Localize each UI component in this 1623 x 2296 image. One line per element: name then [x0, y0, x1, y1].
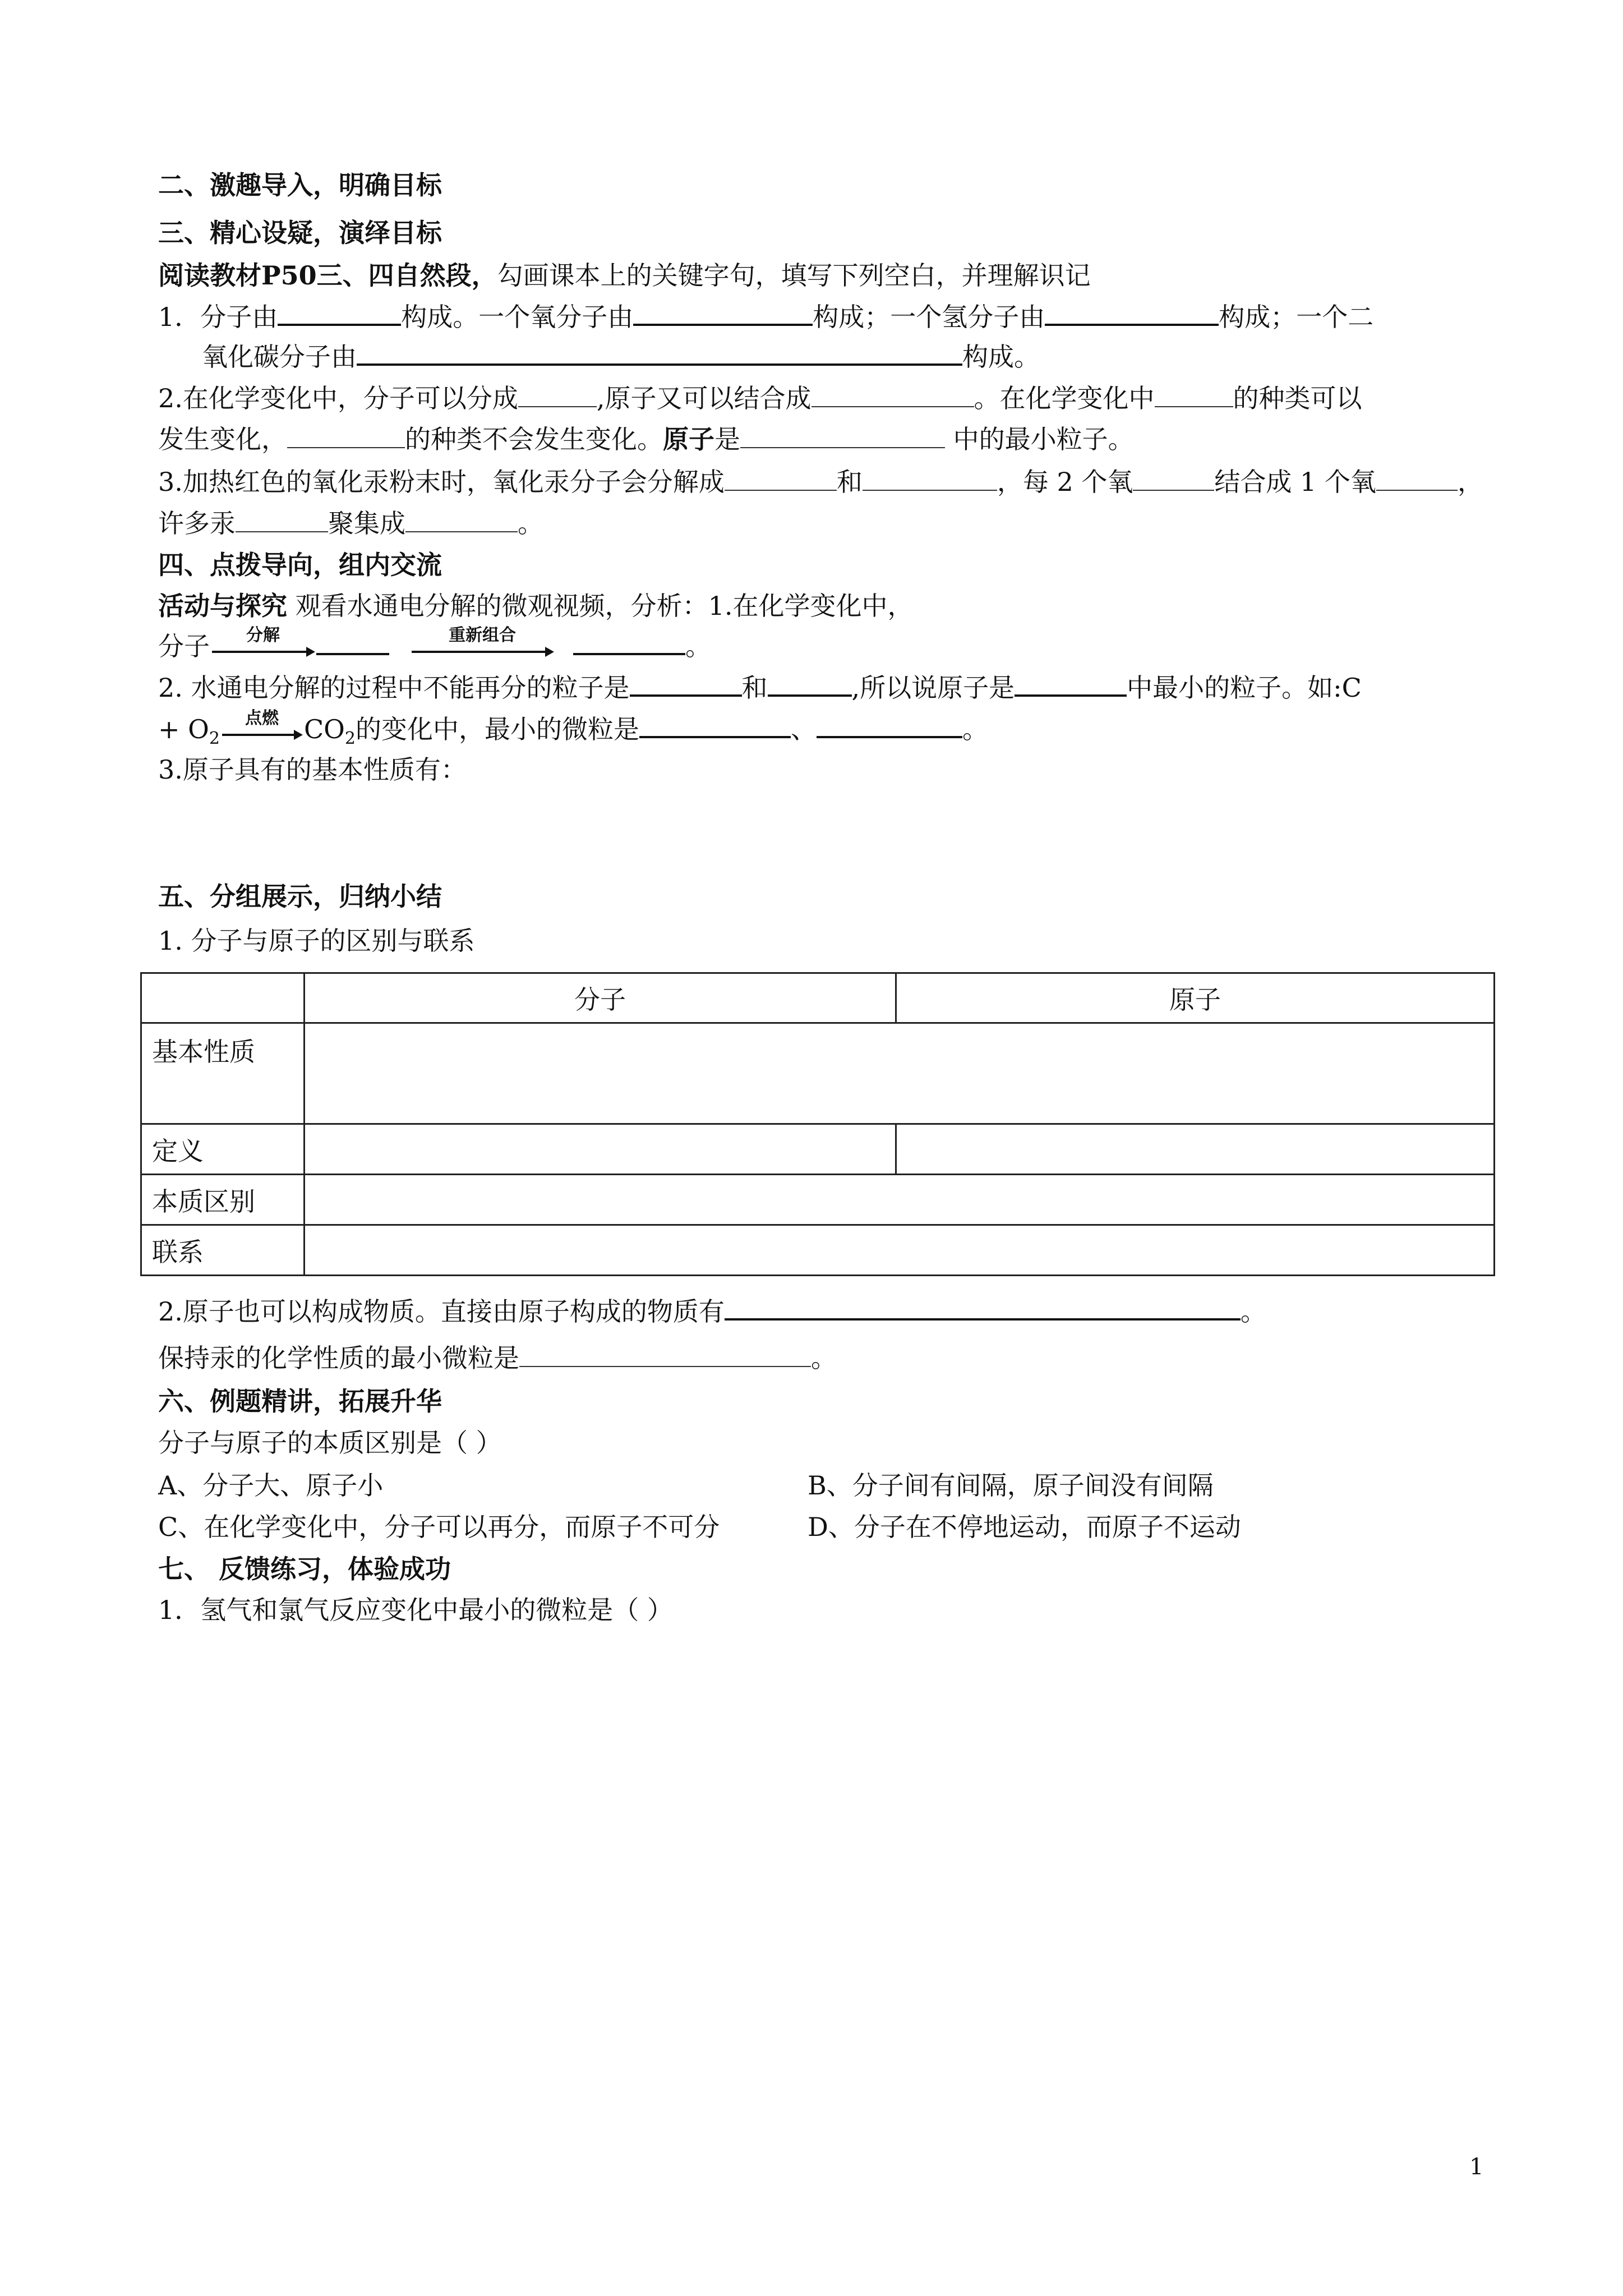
- row-label-relation: 联系: [141, 1225, 305, 1276]
- blank[interactable]: [1376, 485, 1458, 491]
- blank[interactable]: [573, 648, 685, 655]
- reading-instruction: [158, 259, 1091, 292]
- point-2-line-1: 2. 水通电分解的过程中不能再分的粒子是 和 ,所以说原子是 中最小的粒子。如:C: [158, 673, 1362, 703]
- option-a[interactable]: A、分子大、原子小: [158, 1470, 384, 1501]
- arrow-decompose: 分解: [210, 629, 316, 663]
- page-number: 1: [1469, 2154, 1484, 2180]
- section-5-item-1: 1. 分子与原子的区别与联系: [158, 926, 475, 956]
- section-6-heading: 六、例题精讲，拓展升华: [158, 1386, 442, 1416]
- blank[interactable]: [1155, 402, 1233, 407]
- section-5-item-2: 2.原子也可以构成物质。直接由原子构成的物质有 。: [158, 1296, 1266, 1327]
- table-row-essential: [141, 1175, 1495, 1225]
- arrow-ignite: 点燃: [220, 712, 304, 746]
- blank[interactable]: [1015, 690, 1127, 697]
- question-3-line-1: 3.加热红色的氧化汞粉末时，氧化汞分子会分解成 和 ，每 2 个氧 结合成 1 个氧 ，: [158, 467, 1483, 497]
- comparison-table: [140, 972, 1495, 1276]
- table-row-relation: [141, 1225, 1495, 1276]
- reading-instruction-bold: 阅读教材P50三、四自然段，: [158, 260, 497, 291]
- activity-line: 活动与探究 观看水通电分解的微观视频，分析：1.在化学变化中，: [158, 591, 914, 621]
- option-b[interactable]: B、分子间有间隔，原子间没有间隔: [808, 1470, 1214, 1501]
- section-3-heading: 三、精心设疑，演绎目标: [158, 218, 442, 248]
- question-1-line-1: 1．分子由 构成。一个氧分子由 构成；一个氢分子由 构成；一个二: [158, 302, 1374, 332]
- question-2-line-1: 2.在化学变化中，分子可以分成 ,原子又可以结合成 。在化学变化中 的种类可以: [158, 383, 1362, 413]
- table-header-row: [141, 973, 1495, 1023]
- blank[interactable]: [518, 402, 597, 407]
- option-c[interactable]: C、在化学变化中，分子可以再分，而原子不可分: [158, 1512, 720, 1542]
- blank[interactable]: [236, 527, 328, 532]
- section-4-heading: 四、点拨导向，组内交流: [158, 550, 442, 580]
- blank[interactable]: [768, 690, 852, 697]
- blank[interactable]: [633, 319, 813, 326]
- arrow-recombine: 重新组合: [409, 629, 555, 663]
- blank[interactable]: [725, 485, 837, 491]
- blank[interactable]: [316, 648, 389, 655]
- blank[interactable]: [811, 402, 974, 407]
- blank[interactable]: [725, 1314, 1241, 1320]
- table-row-properties: [141, 1023, 1495, 1124]
- answer-cell[interactable]: [305, 1175, 1495, 1225]
- blank[interactable]: [278, 319, 401, 326]
- point-3: 3.原子具有的基本性质有：: [158, 754, 467, 785]
- blank[interactable]: [630, 690, 742, 697]
- blank[interactable]: [740, 443, 945, 448]
- activity-label: 活动与探究: [158, 591, 287, 621]
- question-2-line-2: 发生变化， 的种类不会发生变化。原子是 中的最小粒子。: [158, 424, 1134, 454]
- answer-cell[interactable]: [305, 1225, 1495, 1276]
- question-1-line-2: 氧化碳分子由 构成。: [202, 342, 1040, 372]
- example-question: 分子与原子的本质区别是（ ）: [158, 1428, 502, 1458]
- blank[interactable]: [817, 731, 962, 738]
- answer-cell[interactable]: [305, 1124, 896, 1175]
- blank[interactable]: [405, 527, 518, 532]
- section-5-heading: 五、分组展示，归纳小结: [158, 881, 442, 912]
- table-header-molecule: 分子: [305, 973, 896, 1023]
- point-2-line-2: + $O_2$ 点燃 $CO_2$的变化中，最小的微粒是 、 。: [158, 708, 988, 749]
- blank[interactable]: [639, 731, 791, 738]
- blank[interactable]: [863, 485, 997, 491]
- section-2-heading: 二、激趣导入，明确目标: [158, 170, 442, 200]
- blank[interactable]: [519, 1361, 811, 1367]
- row-label-definition: 定义: [141, 1124, 305, 1175]
- table-row-definition: [141, 1124, 1495, 1175]
- blank[interactable]: [357, 359, 962, 366]
- row-label-properties: 基本性质: [141, 1023, 305, 1124]
- reading-instruction-text: 勾画课本上的关键字句，填写下列空白，并理解识记: [497, 260, 1091, 291]
- blank[interactable]: [1133, 485, 1214, 491]
- row-label-essential: 本质区别: [141, 1175, 305, 1225]
- section-5-item-3: 保持汞的化学性质的最小微粒是 。: [158, 1343, 837, 1373]
- answer-cell[interactable]: [305, 1023, 1495, 1124]
- option-d[interactable]: D、分子在不停地运动，而原子不运动: [808, 1512, 1241, 1542]
- answer-cell[interactable]: [896, 1124, 1495, 1175]
- blank[interactable]: [1045, 319, 1219, 326]
- table-corner-cell: [141, 973, 305, 1023]
- practice-question-1: 1．氢气和氯气反应变化中最小的微粒是（ ）: [158, 1595, 673, 1625]
- reaction-flow: 分子 分解 重新组合 。: [158, 629, 711, 663]
- question-3-line-2: 许多汞 聚集成 。: [158, 508, 543, 539]
- table-header-atom: 原子: [896, 973, 1495, 1023]
- blank[interactable]: [287, 443, 405, 448]
- section-7-heading: 七、 反馈练习，体验成功: [158, 1554, 451, 1584]
